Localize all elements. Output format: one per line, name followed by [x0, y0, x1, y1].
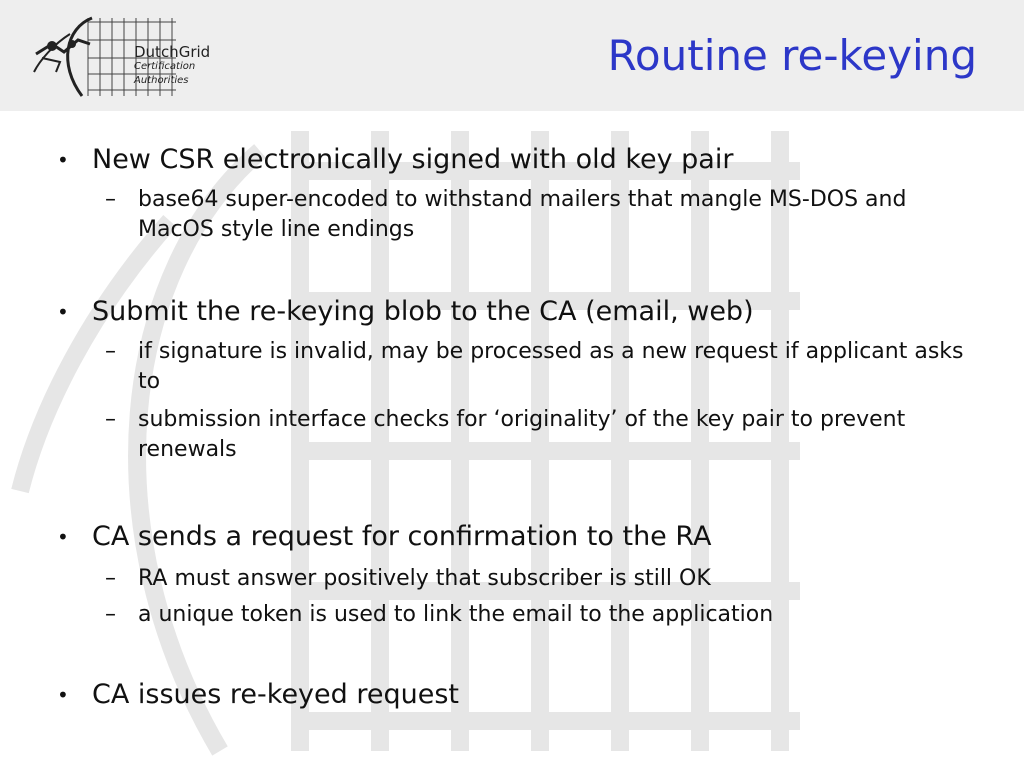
sub-marker: – — [105, 187, 116, 212]
bullet-1-sub-1-text: base64 super-encoded to withstand mailers that mangle MS-DOS and MacOS style line endings — [138, 187, 907, 242]
bullet-marker: • — [57, 525, 69, 549]
sub-marker: – — [105, 407, 116, 432]
bullet-3-text: CA sends a request for confirmation to the RA — [92, 521, 712, 552]
bullet-3-sub-2-text: a unique token is used to link the email to the application — [138, 602, 774, 627]
bullet-marker: • — [57, 683, 69, 707]
sub-marker: – — [105, 602, 116, 627]
slide-title: Routine re-keying — [607, 31, 977, 80]
bullet-4-text: CA issues re-keyed request — [92, 679, 460, 710]
bullet-2-sub-1-text: if signature is invalid, may be processed as a new request if applicant asks to — [138, 339, 964, 394]
bullet-marker: • — [57, 148, 69, 172]
bullet-2-sub-2-text: submission interface checks for ‘originality’ of the key pair to prevent renewals — [138, 407, 906, 462]
logo-title: DutchGrid — [134, 43, 211, 61]
bullet-3-sub-1-text: RA must answer positively that subscriber is still OK — [138, 566, 711, 591]
logo-subtitle-1: Certification — [134, 61, 196, 72]
bullet-2-text: Submit the re-keying blob to the CA (email, web) — [92, 296, 754, 327]
bullet-1-text: New CSR electronically signed with old key pair — [92, 144, 734, 175]
logo-subtitle-2: Authorities — [134, 75, 189, 86]
sub-marker: – — [105, 339, 116, 364]
bullet-marker: • — [57, 300, 69, 324]
sub-marker: – — [105, 566, 116, 591]
